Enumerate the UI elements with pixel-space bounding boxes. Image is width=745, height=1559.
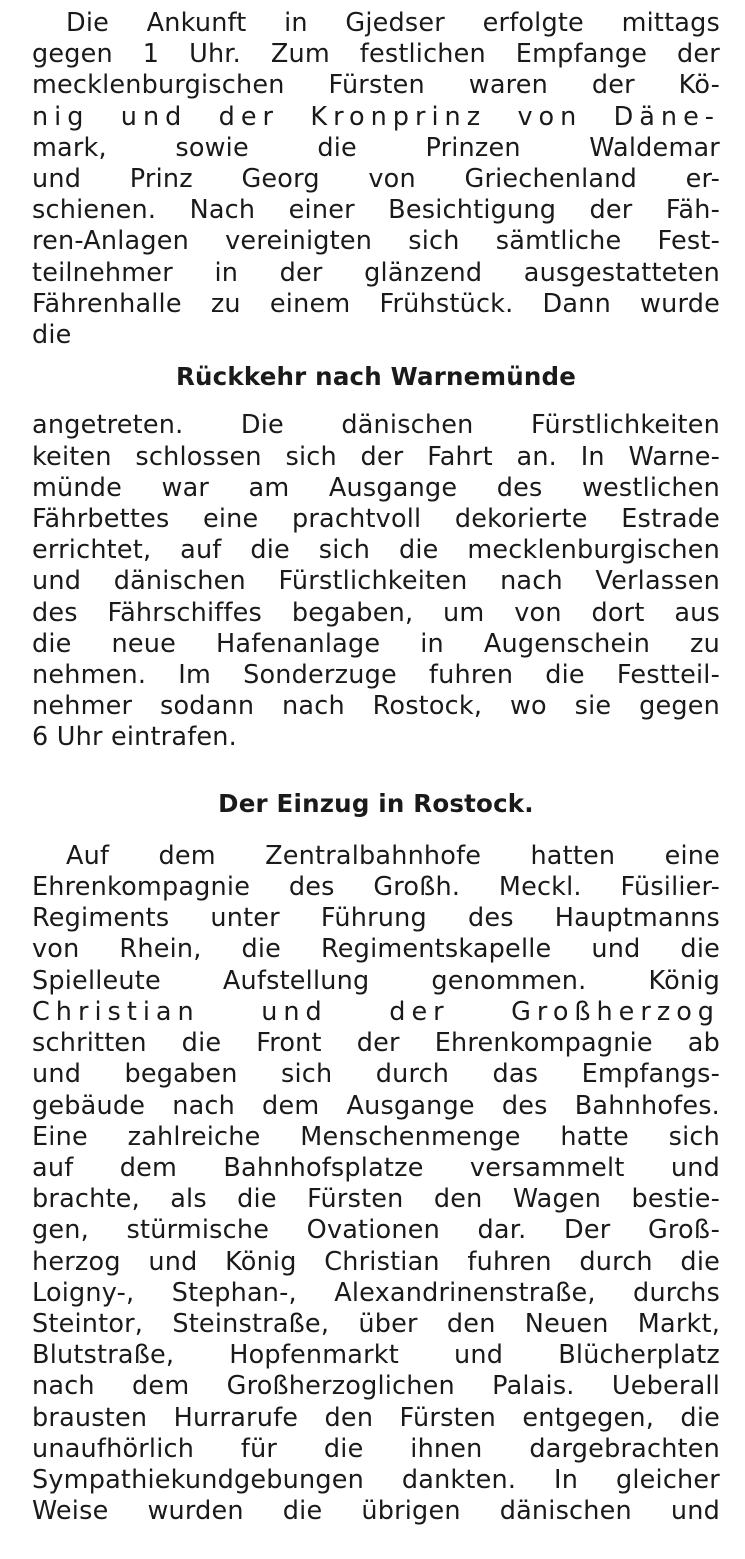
text-line: Spielleute Aufstellung genommen. König (32, 965, 720, 996)
text-line: angetreten. Die dänischen Fürstlichkeiten (32, 410, 720, 441)
text-line: schritten die Front der Ehrenkompagnie ab (32, 1028, 720, 1059)
text-line: Christian und der Großherzog (32, 996, 720, 1027)
text-line: auf dem Bahnhofsplatze versammelt und (32, 1152, 720, 1183)
paragraph-entry-rostock (32, 841, 720, 1527)
text-line: gegen 1 Uhr. Zum festlichen Empfange der (32, 39, 720, 70)
text-line: mecklenburgischen Fürsten waren der Kö- (32, 70, 720, 101)
text-line: gebäude nach dem Ausgange des Bahnhofes. (32, 1090, 720, 1121)
text-line: Eine zahlreiche Menschenmenge hatte sich (32, 1121, 720, 1152)
paragraph-return-warnemuende (32, 410, 720, 753)
text-line: die (32, 320, 72, 351)
text-line: Loigny-, Stephan-, Alexandrinenstraße, durchs (32, 1277, 720, 1308)
text-line: Fährenhalle zu einem Frühstück. Dann wurde (32, 288, 720, 319)
document-page (32, 8, 720, 1527)
section-heading-entry-rostock: Der Einzug in Rostock. (218, 788, 534, 818)
text-line: Die Ankunft in Gjedser erfolgte mittags (66, 8, 720, 38)
text-line: gen, stürmische Ovationen dar. Der Groß- (32, 1215, 720, 1246)
text-line: brachte, als die Fürsten den Wagen bestie- (32, 1184, 720, 1215)
text-line: mark, sowie die Prinzen Waldemar (32, 132, 720, 163)
text-line: und begaben sich durch das Empfangs- (32, 1059, 720, 1090)
text-line: Steintor, Steinstraße, über den Neuen Markt, (32, 1308, 720, 1339)
text-line: 6 Uhr eintrafen. (32, 722, 237, 753)
text-line: Fährbettes eine prachtvoll dekorierte Estrade (32, 504, 720, 535)
text-line: Weise wurden die übrigen dänischen und (32, 1496, 720, 1527)
text-line: und dänischen Fürstlichkeiten nach Verlassen (32, 566, 720, 597)
paragraph-gjedser-arrival (32, 8, 720, 351)
text-line: Auf dem Zentralbahnhofe hatten eine (66, 840, 720, 871)
text-line: nach dem Großherzoglichen Palais. Ueberall (32, 1371, 720, 1402)
text-line: Regiments unter Führung des Hauptmanns (32, 903, 720, 934)
text-line: nig und der Kronprinz von Däne- (32, 101, 720, 132)
text-line: Sympathiekundgebungen dankten. In gleicher (32, 1464, 720, 1495)
text-line: und Prinz Georg von Griechenland er- (32, 164, 720, 195)
text-line: nehmen. Im Sonderzuge fuhren die Festteil- (32, 660, 720, 691)
text-line: herzog und König Christian fuhren durch die (32, 1246, 720, 1277)
text-line: des Fährschiffes begaben, um von dort aus (32, 597, 720, 628)
section-heading-return: Rückkehr nach Warnemünde (175, 362, 577, 392)
text-line: Ehrenkompagnie des Großh. Meckl. Füsilier- (32, 872, 720, 903)
text-line: Blutstraße, Hopfenmarkt und Blücherplatz (32, 1340, 720, 1371)
text-line: münde war am Ausgange des westlichen (32, 472, 720, 503)
text-line: nehmer sodann nach Rostock, wo sie gegen (32, 691, 720, 722)
text-line: von Rhein, die Regimentskapelle und die (32, 934, 720, 965)
text-line: keiten schlossen sich der Fahrt an. In Warne- (32, 441, 720, 472)
text-line: ren-Anlagen vereinigten sich sämtliche Fest- (32, 226, 720, 257)
text-line: die neue Hafenanlage in Augenschein zu (32, 628, 720, 659)
text-line: brausten Hurrarufe den Fürsten entgegen, die (32, 1402, 720, 1433)
text-line: unaufhörlich für die ihnen dargebrachten (32, 1433, 720, 1464)
text-line: teilnehmer in der glänzend ausgestatteten (32, 257, 720, 288)
text-line: schienen. Nach einer Besichtigung der Fäh- (32, 195, 720, 226)
text-line: errichtet, auf die sich die mecklenburgischen (32, 535, 720, 566)
